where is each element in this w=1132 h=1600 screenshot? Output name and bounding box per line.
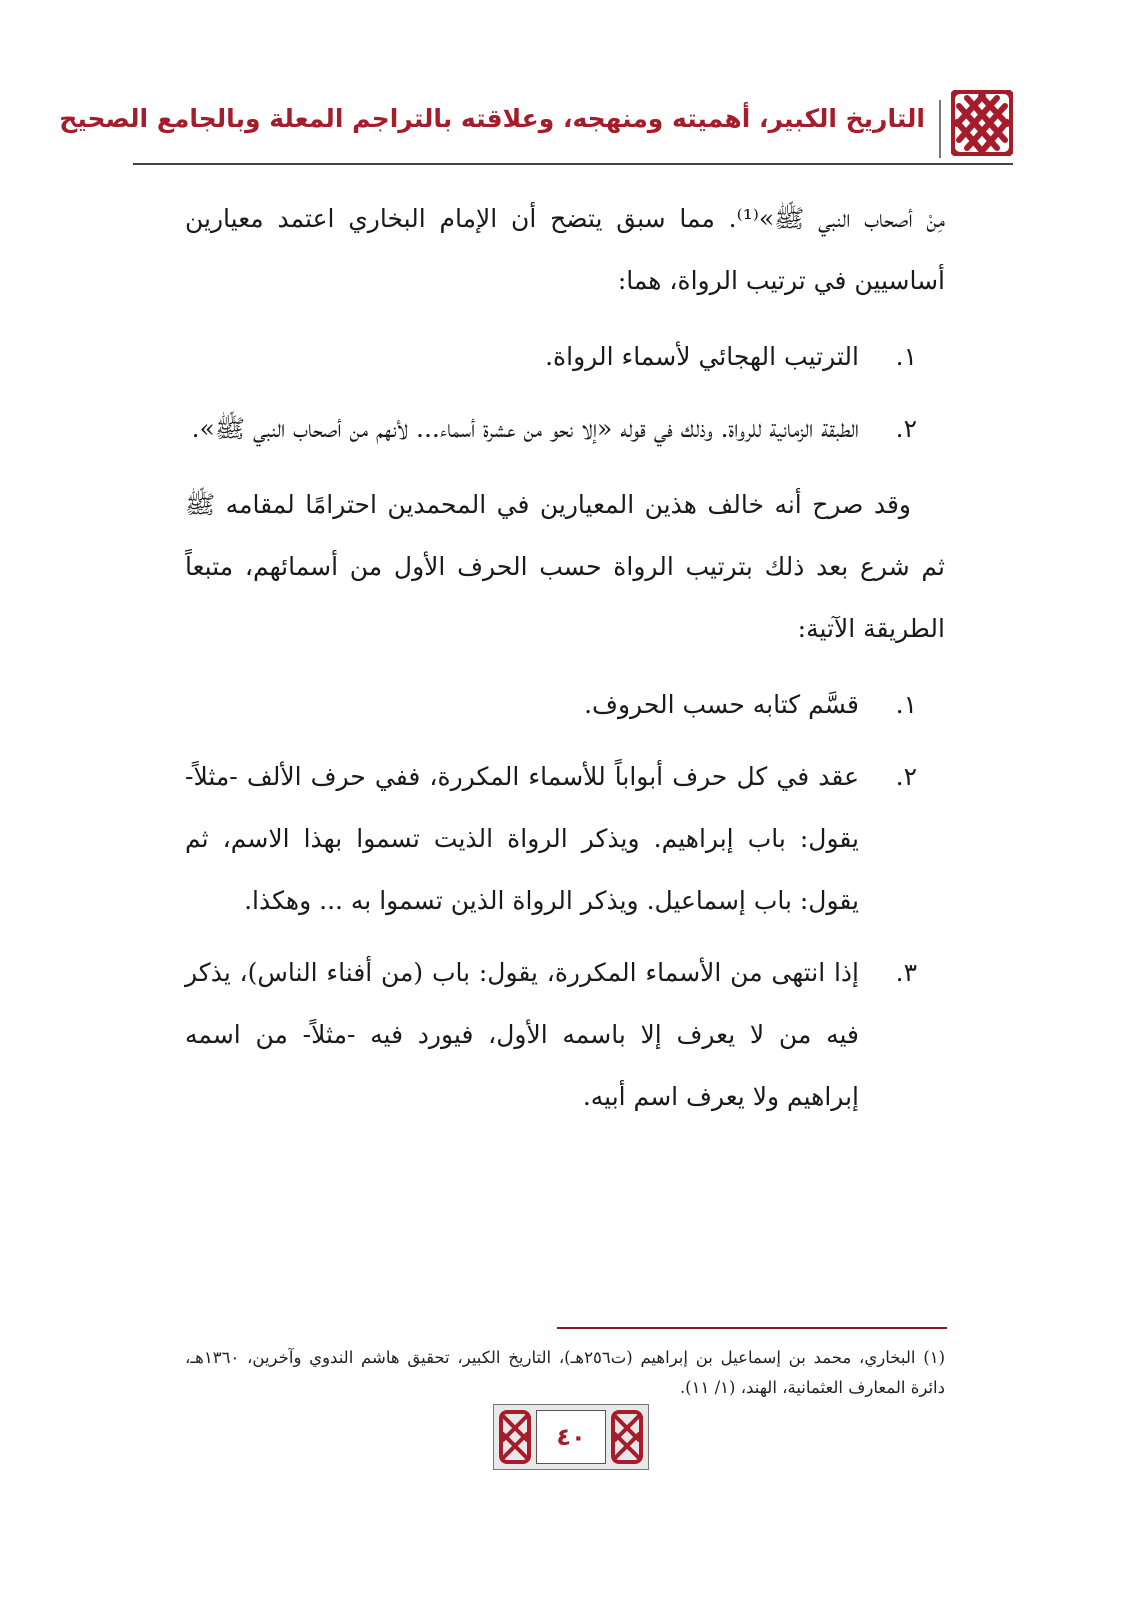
- list-item: [185, 942, 945, 1128]
- footnotes: [185, 1343, 945, 1403]
- list-number: ٢.: [895, 414, 917, 443]
- list-text: قسَّم كتابه حسب الحروف.: [584, 690, 859, 719]
- list-text: إذا انتهى من الأسماء المكررة، يقول: باب (من أفناء الناس)، يذكر فيه من لا يعرف إلا باسمه الأول، فيورد فيه -مثلاً- من اسمه إبراهيم ولا يعرف اسم أبيه.: [185, 958, 859, 1111]
- list-item: [185, 398, 945, 460]
- header-separator: [939, 100, 941, 158]
- knot-ornament-icon: [611, 1410, 643, 1464]
- list-number: ١.: [895, 690, 917, 719]
- intro-paragraph: مِنْ أصحاب النبي ﷺ»⁽¹⁾. مما سبق يتضح أن الإمام البخاري اعتمد معيارين أساسيين في ترتيب الرواة، هما:: [185, 204, 945, 295]
- list-number: ١.: [895, 342, 917, 371]
- list-text: الترتيب الهجائي لأسماء الرواة.: [545, 342, 859, 371]
- header-rule: [133, 163, 1013, 165]
- list-text: عقد في كل حرف أبواباً للأسماء المكررة، ففي حرف الألف -مثلاً- يقول: باب إبراهيم. ويذكر الرواة الذيت تسموا بهذا الاسم، ثم يقول: باب إسماعيل. ويذكر الرواة الذين تسموا به ... وهكذا.: [185, 762, 859, 915]
- page-number: ٤٠: [536, 1410, 606, 1464]
- list-number: ٣.: [895, 958, 917, 987]
- list-item: [185, 674, 945, 736]
- list-item: [185, 326, 945, 388]
- main-text: [185, 188, 945, 1128]
- list-text: الطبقة الزمانية للرواة. وذلك في قوله «إلا نحو من عشرة أسماء... لأنهم من أصحاب النبي ﷺ».: [191, 414, 859, 443]
- footnote-text: البخاري، محمد بن إسماعيل بن إبراهيم (ت٢٥٦هـ)، التاريخ الكبير، تحقيق هاشم الندوي وآخرين، ١٣٦٠هـ، دائرة المعارف العثمانية، الهند، (١/ ١١).: [185, 1348, 945, 1397]
- running-title: التاريخ الكبير، أهميته ومنهجه، وعلاقته بالتراجم المعلة وبالجامع الصحيح: [59, 104, 925, 133]
- footnote-marker: (١): [923, 1348, 945, 1367]
- running-header: [59, 90, 1013, 165]
- list-item: [185, 746, 945, 932]
- list-number: ٢.: [895, 762, 917, 791]
- knot-ornament-icon: [951, 90, 1013, 156]
- page-number-box: [493, 1404, 649, 1470]
- criteria-list: [185, 326, 945, 460]
- footnote: [185, 1343, 945, 1403]
- knot-ornament-icon: [499, 1410, 531, 1464]
- middle-paragraph: وقد صرح أنه خالف هذين المعيارين في المحمدين احترامًا لمقامه ﷺ ثم شرع بعد ذلك بترتيب الرواة حسب الحرف الأول من أسمائهم، متبعاً الطريقة الآتية:: [185, 490, 945, 643]
- footnote-separator: [557, 1327, 947, 1329]
- method-list: [185, 674, 945, 1128]
